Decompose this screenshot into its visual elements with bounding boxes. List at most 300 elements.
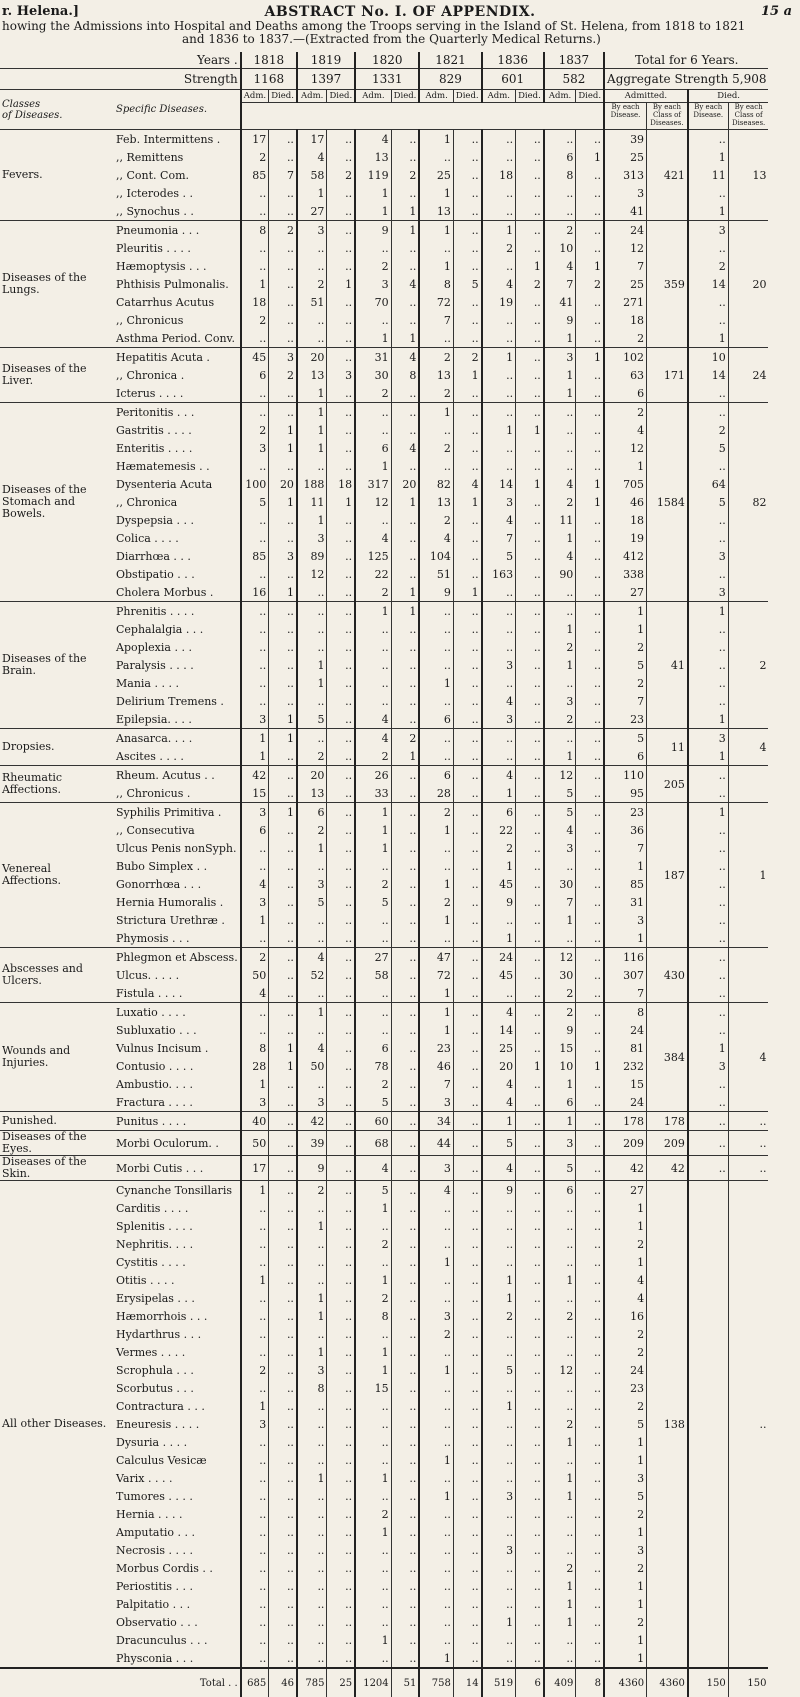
adm-value: 47 bbox=[419, 948, 453, 967]
adm-value: 3 bbox=[241, 893, 269, 911]
adm-value: 41 bbox=[544, 293, 576, 311]
adm-value: .. bbox=[355, 620, 391, 638]
died-value: .. bbox=[269, 457, 297, 475]
died-value: .. bbox=[576, 1235, 604, 1253]
died-by-disease: .. bbox=[688, 620, 728, 638]
total-died: 46 bbox=[269, 1668, 297, 1697]
died-value: .. bbox=[269, 620, 297, 638]
admitted-by-disease: 1 bbox=[604, 1199, 647, 1217]
adm-value: .. bbox=[482, 729, 516, 748]
died-value: .. bbox=[576, 511, 604, 529]
died-value: .. bbox=[453, 1039, 481, 1057]
died-value: .. bbox=[327, 1631, 355, 1649]
died-by-disease bbox=[688, 1505, 728, 1523]
died-value: .. bbox=[516, 1343, 544, 1361]
admitted-by-disease: 5 bbox=[604, 1415, 647, 1433]
died-value: .. bbox=[269, 1379, 297, 1397]
admitted-by-disease: 1 bbox=[604, 602, 647, 621]
died-value: .. bbox=[516, 893, 544, 911]
adm-value: 2 bbox=[355, 583, 391, 602]
died-by-class: 13 bbox=[728, 130, 768, 221]
adm-value: 13 bbox=[297, 366, 327, 384]
died-value: .. bbox=[269, 1199, 297, 1217]
adm-value: .. bbox=[482, 1253, 516, 1271]
died-value: .. bbox=[327, 1469, 355, 1487]
died-by-disease: .. bbox=[688, 966, 728, 984]
adm-value: .. bbox=[355, 1577, 391, 1595]
died-by-disease: 10 bbox=[688, 348, 728, 367]
died-value: .. bbox=[327, 1577, 355, 1595]
disease-class: Punished. bbox=[2, 1114, 57, 1127]
disease-class: Diseases of the Skin. bbox=[2, 1155, 87, 1180]
died-value: .. bbox=[576, 1595, 604, 1613]
admitted-by-disease: 16 bbox=[604, 1307, 647, 1325]
admitted-by-disease: 1 bbox=[604, 929, 647, 948]
adm-value: 27 bbox=[355, 948, 391, 967]
adm-value: .. bbox=[544, 1343, 576, 1361]
disease-name: Cholera Morbus . bbox=[116, 585, 214, 599]
died-value: 1 bbox=[391, 493, 419, 511]
adm-value: 188 bbox=[297, 475, 327, 493]
died-value: .. bbox=[269, 1253, 297, 1271]
admitted-by-disease: 4 bbox=[604, 421, 647, 439]
adm-value: .. bbox=[355, 1649, 391, 1668]
total-died: 25 bbox=[327, 1668, 355, 1697]
died-value: .. bbox=[327, 1613, 355, 1631]
adm-value: .. bbox=[241, 202, 269, 221]
adm-value: 1 bbox=[241, 275, 269, 293]
died-value: .. bbox=[327, 1397, 355, 1415]
adm-value: .. bbox=[544, 729, 576, 748]
died-value: .. bbox=[391, 1487, 419, 1505]
adm-value: .. bbox=[419, 1271, 453, 1289]
died-by-disease bbox=[688, 1577, 728, 1595]
died-value: .. bbox=[453, 148, 481, 166]
adm-value: 1 bbox=[419, 984, 453, 1003]
adm-value: 3 bbox=[482, 1541, 516, 1559]
died-value: 20 bbox=[269, 475, 297, 493]
adm-value: 3 bbox=[482, 1487, 516, 1505]
died-value: .. bbox=[269, 1559, 297, 1577]
died-value: .. bbox=[453, 239, 481, 257]
died-by-disease: .. bbox=[688, 293, 728, 311]
died-value: .. bbox=[391, 1039, 419, 1057]
died-value: .. bbox=[576, 1559, 604, 1577]
adm-value: 1 bbox=[241, 1181, 269, 1200]
adm-value: .. bbox=[297, 239, 327, 257]
died-by-class: 4 bbox=[728, 729, 768, 766]
adm-value: 1 bbox=[419, 875, 453, 893]
died-value: 1 bbox=[516, 421, 544, 439]
adm-value: 3 bbox=[355, 275, 391, 293]
admitted-by-disease: 2 bbox=[604, 329, 647, 348]
adm-value: 1 bbox=[482, 1112, 516, 1131]
died-value: .. bbox=[453, 692, 481, 710]
died-value: .. bbox=[453, 1649, 481, 1668]
died-value: .. bbox=[269, 1541, 297, 1559]
adm-value: 1 bbox=[419, 257, 453, 275]
adm-value: .. bbox=[544, 1253, 576, 1271]
admitted-by-disease: 7 bbox=[604, 984, 647, 1003]
disease-name: Mania . . . . bbox=[116, 676, 179, 690]
died-value: .. bbox=[327, 1181, 355, 1200]
adm-value: .. bbox=[355, 911, 391, 929]
adm-value: .. bbox=[297, 1595, 327, 1613]
died-value: .. bbox=[269, 1003, 297, 1022]
died-value: .. bbox=[453, 911, 481, 929]
disease-class: Fevers. bbox=[2, 168, 43, 181]
adm-value: 1 bbox=[482, 348, 516, 367]
admitted-by-disease: 42 bbox=[604, 1156, 647, 1181]
died-value: .. bbox=[327, 1057, 355, 1075]
admitted-by-disease: 1 bbox=[604, 1523, 647, 1541]
adm-value: .. bbox=[297, 1271, 327, 1289]
adm-value: .. bbox=[297, 620, 327, 638]
disease-name: Vulnus Incisum . bbox=[116, 1041, 209, 1055]
died-value: .. bbox=[391, 1199, 419, 1217]
adm-value: 1 bbox=[297, 1289, 327, 1307]
disease-name: Otitis . . . . bbox=[116, 1273, 175, 1287]
died-value: .. bbox=[516, 1415, 544, 1433]
adm-value: 4 bbox=[355, 710, 391, 729]
adm-value: 1 bbox=[297, 839, 327, 857]
died-value: .. bbox=[327, 784, 355, 803]
died-value: .. bbox=[453, 1343, 481, 1361]
died-value: .. bbox=[576, 1469, 604, 1487]
adm-value: .. bbox=[482, 638, 516, 656]
adm-value: 8 bbox=[297, 1379, 327, 1397]
died-by-class: 2 bbox=[728, 602, 768, 729]
table-row bbox=[0, 348, 768, 367]
disease-name: ,, Chronicus bbox=[116, 313, 184, 327]
adm-value: .. bbox=[419, 1559, 453, 1577]
adm-value: 44 bbox=[419, 1131, 453, 1156]
adm-value: 1 bbox=[297, 656, 327, 674]
table-row bbox=[0, 729, 768, 748]
died-value: .. bbox=[391, 1307, 419, 1325]
adm-value: .. bbox=[482, 1199, 516, 1217]
adm-value: 1 bbox=[297, 1469, 327, 1487]
died-value: .. bbox=[516, 202, 544, 221]
died-value: .. bbox=[576, 875, 604, 893]
adm-value: 50 bbox=[297, 1057, 327, 1075]
adm-value: .. bbox=[241, 1595, 269, 1613]
adm-value: .. bbox=[355, 857, 391, 875]
adm-value: 2 bbox=[419, 1325, 453, 1343]
adm-value: .. bbox=[297, 1199, 327, 1217]
admitted-by-disease: 23 bbox=[604, 803, 647, 822]
adm-value: .. bbox=[297, 457, 327, 475]
strength-1836: 601 bbox=[482, 69, 544, 90]
disease-name: Hæmatemesis . . bbox=[116, 459, 210, 473]
admitted-by-disease: 5 bbox=[604, 729, 647, 748]
admitted-by-disease: 110 bbox=[604, 766, 647, 785]
table-row bbox=[0, 1181, 768, 1200]
died-value: .. bbox=[391, 1217, 419, 1235]
died-value: .. bbox=[327, 857, 355, 875]
adm-value: 68 bbox=[355, 1131, 391, 1156]
adm-value: .. bbox=[544, 1289, 576, 1307]
admitted-by-disease: 81 bbox=[604, 1039, 647, 1057]
died-by-disease bbox=[688, 1361, 728, 1379]
died-value: .. bbox=[453, 893, 481, 911]
died-value: .. bbox=[516, 1253, 544, 1271]
adm-value: 85 bbox=[241, 547, 269, 565]
adm-value: .. bbox=[241, 1003, 269, 1022]
died-value: .. bbox=[269, 656, 297, 674]
adm-value: .. bbox=[241, 384, 269, 403]
table-row bbox=[0, 1131, 768, 1156]
died-value: .. bbox=[453, 1307, 481, 1325]
adm-value: 2 bbox=[419, 439, 453, 457]
died-value: .. bbox=[327, 602, 355, 621]
died-value: .. bbox=[576, 710, 604, 729]
died-value: .. bbox=[516, 602, 544, 621]
adm-value: 317 bbox=[355, 475, 391, 493]
by-each-disease-died: By each Disease. bbox=[688, 103, 728, 130]
died-value: 1 bbox=[391, 202, 419, 221]
died-value: .. bbox=[269, 1307, 297, 1325]
adm-value: .. bbox=[241, 457, 269, 475]
adm-value: .. bbox=[355, 638, 391, 656]
died-value: .. bbox=[516, 710, 544, 729]
disease-name: Eneuresis . . . . bbox=[116, 1417, 200, 1431]
admitted-by-disease: 27 bbox=[604, 1181, 647, 1200]
adm-value: .. bbox=[241, 1217, 269, 1235]
disease-name: Asthma Period. Conv. bbox=[116, 331, 235, 345]
adm-value: .. bbox=[544, 403, 576, 422]
disease-name: Gastritis . . . . bbox=[116, 423, 192, 437]
adm-value: .. bbox=[241, 529, 269, 547]
died-value: .. bbox=[576, 1613, 604, 1631]
adm-value: 4 bbox=[544, 547, 576, 565]
died-value: .. bbox=[327, 293, 355, 311]
died-value: .. bbox=[391, 1057, 419, 1075]
died-value: .. bbox=[516, 1559, 544, 1577]
adm-value: .. bbox=[241, 1199, 269, 1217]
adm-value: 7 bbox=[544, 275, 576, 293]
admitted-by-disease: 4 bbox=[604, 1271, 647, 1289]
died-value: .. bbox=[327, 1595, 355, 1613]
adm-value: 2 bbox=[297, 821, 327, 839]
died-value: .. bbox=[516, 875, 544, 893]
adm-value: .. bbox=[419, 239, 453, 257]
died-value: .. bbox=[516, 384, 544, 403]
died-value: .. bbox=[269, 403, 297, 422]
adm-value: .. bbox=[241, 1577, 269, 1595]
adm-value: .. bbox=[419, 729, 453, 748]
adm-value: .. bbox=[482, 1469, 516, 1487]
adm-value: 2 bbox=[419, 384, 453, 403]
adm-value: .. bbox=[297, 1021, 327, 1039]
died-value: .. bbox=[327, 620, 355, 638]
disease-name: Varix . . . . bbox=[116, 1471, 173, 1485]
died-value: .. bbox=[516, 547, 544, 565]
adm-value: 2 bbox=[419, 511, 453, 529]
died-value: .. bbox=[453, 1112, 481, 1131]
admitted-by-class: 11 bbox=[647, 729, 688, 766]
died-value: .. bbox=[391, 1469, 419, 1487]
died-value: .. bbox=[576, 602, 604, 621]
adm-value: 5 bbox=[482, 1131, 516, 1156]
died-value: .. bbox=[576, 1039, 604, 1057]
died-value: .. bbox=[516, 929, 544, 948]
adm-value: .. bbox=[544, 421, 576, 439]
disease-name: ,, Remittens bbox=[116, 150, 184, 164]
died-value: .. bbox=[327, 1271, 355, 1289]
adm-value: 2 bbox=[419, 803, 453, 822]
disease-name: Tumores . . . . bbox=[116, 1489, 193, 1503]
adm-value: 3 bbox=[482, 656, 516, 674]
died-value: .. bbox=[391, 620, 419, 638]
adm-value: 85 bbox=[241, 166, 269, 184]
died-value: .. bbox=[391, 893, 419, 911]
total-label: Total . . bbox=[0, 1668, 241, 1697]
adm-value: 1 bbox=[482, 421, 516, 439]
adm-value: 12 bbox=[355, 493, 391, 511]
died-value: .. bbox=[516, 729, 544, 748]
adm-value: 50 bbox=[241, 1131, 269, 1156]
adm-value: 2 bbox=[355, 384, 391, 403]
died-by-disease bbox=[688, 1523, 728, 1541]
adm-value: 2 bbox=[544, 638, 576, 656]
died-heading: Died. bbox=[576, 90, 604, 103]
adm-value: 1 bbox=[419, 1021, 453, 1039]
died-value: .. bbox=[269, 1505, 297, 1523]
died-value: 1 bbox=[391, 583, 419, 602]
adm-value: 4 bbox=[355, 1156, 391, 1181]
disease-class: Dropsies. bbox=[2, 740, 55, 753]
disease-name: ,, Cont. Com. bbox=[116, 168, 189, 182]
adm-value: .. bbox=[297, 1415, 327, 1433]
died-value: .. bbox=[391, 1613, 419, 1631]
disease-name: Hernia . . . . bbox=[116, 1507, 183, 1521]
died-value: .. bbox=[327, 511, 355, 529]
adm-value: 1 bbox=[355, 1199, 391, 1217]
died-value: .. bbox=[269, 674, 297, 692]
died-value: .. bbox=[453, 293, 481, 311]
adm-value: .. bbox=[482, 148, 516, 166]
died-by-disease: .. bbox=[688, 529, 728, 547]
died-value: .. bbox=[576, 966, 604, 984]
adm-value: .. bbox=[482, 747, 516, 766]
died-by-disease: .. bbox=[688, 130, 728, 149]
adm-value: 9 bbox=[482, 893, 516, 911]
died-by-disease bbox=[688, 1433, 728, 1451]
died-value: .. bbox=[391, 1649, 419, 1668]
died-value: .. bbox=[516, 1523, 544, 1541]
adm-value: 5 bbox=[482, 547, 516, 565]
died-value: .. bbox=[453, 1523, 481, 1541]
died-value: 1 bbox=[269, 493, 297, 511]
died-by-disease: .. bbox=[688, 1003, 728, 1022]
died-value: .. bbox=[391, 857, 419, 875]
adm-value: 3 bbox=[544, 839, 576, 857]
adm-heading: Adm. bbox=[355, 90, 391, 103]
adm-value: 5 bbox=[482, 1361, 516, 1379]
died-value: .. bbox=[327, 130, 355, 149]
died-by-disease: 1 bbox=[688, 329, 728, 348]
died-value: .. bbox=[576, 1649, 604, 1668]
died-value: .. bbox=[516, 1217, 544, 1235]
admitted-by-disease: 12 bbox=[604, 439, 647, 457]
adm-value: .. bbox=[355, 239, 391, 257]
admitted-by-disease: 1 bbox=[604, 1253, 647, 1271]
died-value: .. bbox=[327, 1541, 355, 1559]
died-value: .. bbox=[516, 1156, 544, 1181]
adm-value: .. bbox=[544, 130, 576, 149]
died-value: .. bbox=[453, 1505, 481, 1523]
adm-value: .. bbox=[482, 1235, 516, 1253]
adm-value: .. bbox=[297, 911, 327, 929]
died-value: .. bbox=[327, 1131, 355, 1156]
died-value: .. bbox=[516, 1021, 544, 1039]
adm-value: .. bbox=[482, 184, 516, 202]
adm-value: .. bbox=[241, 620, 269, 638]
adm-value: 1 bbox=[482, 1271, 516, 1289]
died-value: 4 bbox=[391, 275, 419, 293]
admitted-by-class: 41 bbox=[647, 602, 688, 729]
adm-value: .. bbox=[241, 1343, 269, 1361]
died-value: .. bbox=[453, 166, 481, 184]
adm-value: .. bbox=[482, 1325, 516, 1343]
adm-heading: Adm. bbox=[297, 90, 327, 103]
adm-value: 60 bbox=[355, 1112, 391, 1131]
died-value: .. bbox=[516, 948, 544, 967]
adm-value: .. bbox=[419, 1523, 453, 1541]
died-value: .. bbox=[576, 1217, 604, 1235]
died-value: .. bbox=[391, 1156, 419, 1181]
died-by-disease: 3 bbox=[688, 547, 728, 565]
died-by-disease bbox=[688, 1235, 728, 1253]
died-value: 1 bbox=[391, 602, 419, 621]
died-value: .. bbox=[576, 184, 604, 202]
adm-value: 2 bbox=[241, 311, 269, 329]
died-value: .. bbox=[327, 1039, 355, 1057]
died-value: 1 bbox=[391, 329, 419, 348]
died-value: .. bbox=[391, 1505, 419, 1523]
admitted-by-class: 42 bbox=[647, 1156, 688, 1181]
admitted-by-disease: 18 bbox=[604, 311, 647, 329]
adm-value: 16 bbox=[241, 583, 269, 602]
died-value: .. bbox=[453, 1433, 481, 1451]
adm-value: 6 bbox=[241, 366, 269, 384]
by-each-class-adm: By each Class of Diseases. bbox=[647, 103, 688, 130]
adm-value: .. bbox=[544, 1505, 576, 1523]
adm-value: 82 bbox=[419, 475, 453, 493]
died-value: .. bbox=[391, 421, 419, 439]
died-value: .. bbox=[391, 403, 419, 422]
died-value: .. bbox=[327, 1649, 355, 1668]
adm-value: 3 bbox=[297, 1361, 327, 1379]
died-value: .. bbox=[269, 747, 297, 766]
died-value: .. bbox=[453, 821, 481, 839]
died-value: 1 bbox=[269, 729, 297, 748]
adm-value: 20 bbox=[297, 766, 327, 785]
died-value: .. bbox=[327, 583, 355, 602]
adm-value: 1 bbox=[544, 1487, 576, 1505]
adm-value: .. bbox=[241, 511, 269, 529]
died-value: .. bbox=[269, 529, 297, 547]
died-value: .. bbox=[327, 329, 355, 348]
adm-value: 51 bbox=[297, 293, 327, 311]
died-value: .. bbox=[516, 1003, 544, 1022]
adm-value: 1 bbox=[297, 1217, 327, 1235]
adm-value: 2 bbox=[419, 893, 453, 911]
died-value: .. bbox=[576, 1131, 604, 1156]
adm-value: .. bbox=[241, 1325, 269, 1343]
total-adm: 758 bbox=[419, 1668, 453, 1697]
